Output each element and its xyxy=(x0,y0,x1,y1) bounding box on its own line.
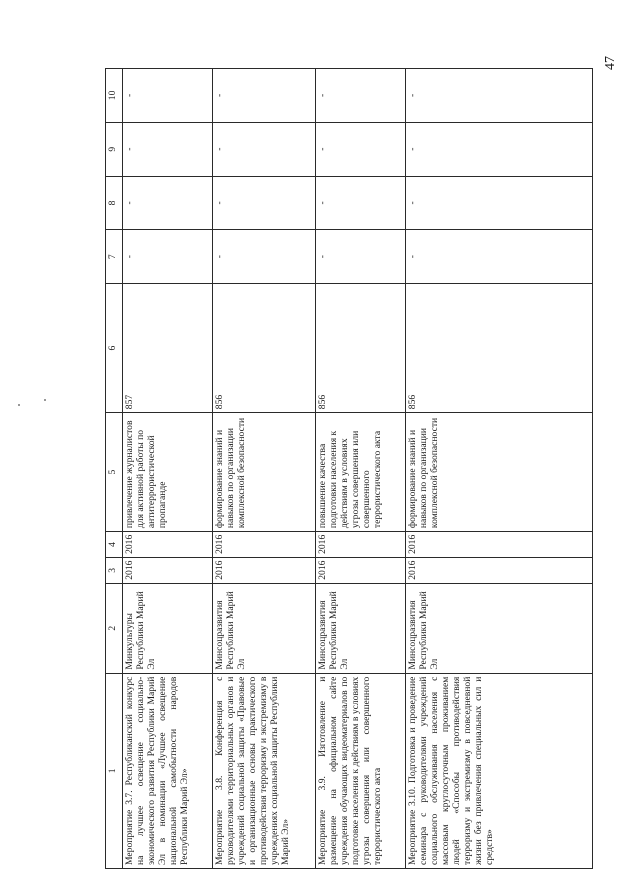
table-row xyxy=(123,69,213,869)
event-cell: Мероприятие 3.9. Изготовление и размещение на официальном сайте учреждения обучающих видеоматериалов по подготовке населения к действиям в условиях угрозы совершения или совершенного террористического акта xyxy=(316,673,406,868)
code-cell: 856 xyxy=(406,284,593,413)
column-header-8: 8 xyxy=(106,176,123,230)
value-cell: - xyxy=(316,176,406,230)
value-cell: - xyxy=(123,176,213,230)
executor-cell: Минсоцразвития Республики Марий Эл xyxy=(316,583,406,673)
executor-cell: Минсоцразвития Республики Марий Эл xyxy=(406,583,593,673)
end-year-cell: 2016 xyxy=(213,532,316,558)
value-cell: - xyxy=(406,122,593,176)
value-cell: - xyxy=(123,122,213,176)
column-header-9: 9 xyxy=(106,122,123,176)
value-cell: - xyxy=(316,69,406,123)
rotated-table-container xyxy=(105,68,603,869)
column-header-6: 6 xyxy=(106,284,123,413)
result-cell: формирование знаний и навыков по организации комплексной безопасности xyxy=(213,413,316,532)
value-cell: - xyxy=(406,176,593,230)
header-row xyxy=(106,69,123,869)
end-year-cell: 2016 xyxy=(123,532,213,558)
executor-cell: Минкультуры Республики Марий Эл xyxy=(123,583,213,673)
value-cell: - xyxy=(406,69,593,123)
table-row xyxy=(316,69,406,869)
executor-cell: Минсоцразвития Республики Марий Эл xyxy=(213,583,316,673)
page-number: 47 xyxy=(603,56,618,70)
start-year-cell: 2016 xyxy=(316,557,406,583)
value-cell: - xyxy=(213,176,316,230)
event-cell: Мероприятие 3.8. Конференция с руководителями территориальных органов и учреждений социальной защиты «Правовые и организационные основы практического противодействия терроризму и экстремизму в учреждениях социальной защиты Республики Марий Эл» xyxy=(213,673,316,868)
scan-speck xyxy=(44,399,46,401)
start-year-cell: 2016 xyxy=(213,557,316,583)
column-header-2: 2 xyxy=(106,583,123,673)
column-header-5: 5 xyxy=(106,413,123,532)
column-header-4: 4 xyxy=(106,532,123,558)
code-cell: 856 xyxy=(213,284,316,413)
column-header-7: 7 xyxy=(106,230,123,284)
result-cell: привлечение журналистов для активной работы по антитеррористической пропаганде xyxy=(123,413,213,532)
event-cell: Мероприятие 3.7. Республиканский конкурс на лучшее освещение социально-экономического развития Республики Марий Эл в номинации «Лучшее освещение национальной самобытности народов Республики Марий Эл» xyxy=(123,673,213,868)
result-cell: повышение качества подготовки населения к действиям в условиях угрозы совершения или совершенного террористического акта xyxy=(316,413,406,532)
column-header-1: 1 xyxy=(106,673,123,868)
code-cell: 856 xyxy=(316,284,406,413)
value-cell: - xyxy=(123,230,213,284)
start-year-cell: 2016 xyxy=(123,557,213,583)
event-cell: Мероприятие 3.10. Подготовка и проведение семинара с руководителями учреждений социального обслуживания населения с массовым круглосуточным проживанием людей «Способы противодействия терроризму и экстремизму в повседневной жизни без привлечения специальных сил и средств» xyxy=(406,673,593,868)
value-cell: - xyxy=(213,230,316,284)
result-cell: формирование знаний и навыков по организации комплексной безопасности xyxy=(406,413,593,532)
scan-speck xyxy=(18,404,20,406)
value-cell: - xyxy=(406,230,593,284)
activities-table xyxy=(105,68,593,869)
value-cell: - xyxy=(316,122,406,176)
value-cell: - xyxy=(213,122,316,176)
table-row xyxy=(406,69,593,869)
end-year-cell: 2016 xyxy=(316,532,406,558)
value-cell: - xyxy=(123,69,213,123)
value-cell: - xyxy=(213,69,316,123)
value-cell: - xyxy=(316,230,406,284)
code-cell: 857 xyxy=(123,284,213,413)
column-header-10: 10 xyxy=(106,69,123,123)
column-header-3: 3 xyxy=(106,557,123,583)
table-row xyxy=(213,69,316,869)
start-year-cell: 2016 xyxy=(406,557,593,583)
end-year-cell: 2016 xyxy=(406,532,593,558)
